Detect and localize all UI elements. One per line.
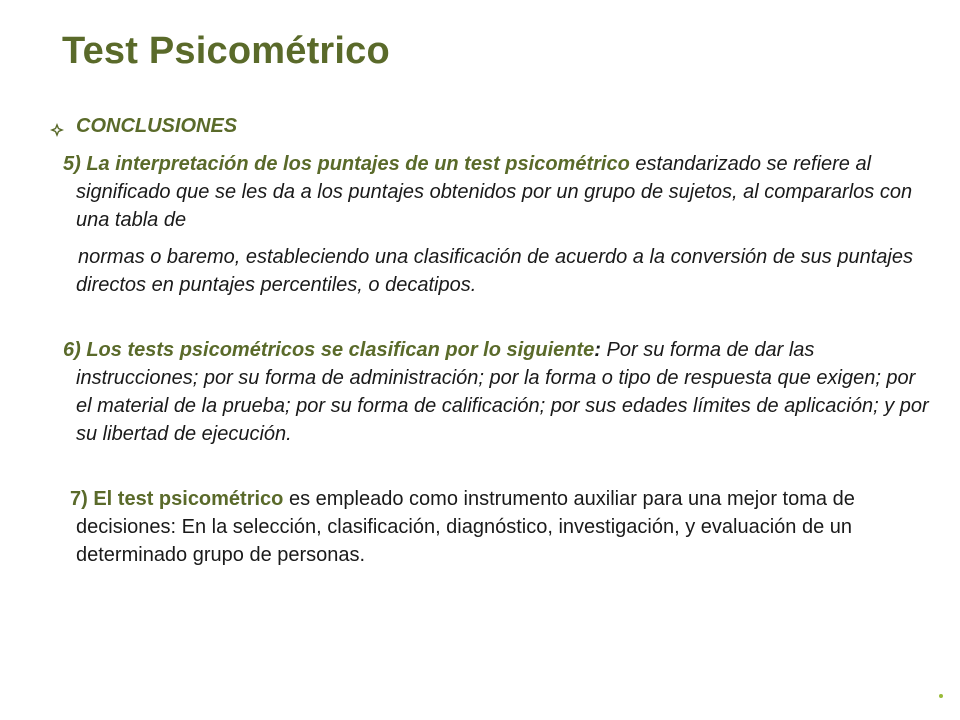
paragraph-5-continuation: normas o baremo, estableciendo una clasificación de acuerdo a la conversión de sus puntajes directos en puntajes percentiles, o decatipos.: [76, 246, 913, 296]
paragraph-5: [63, 150, 936, 234]
diamond-bullet-icon: [50, 120, 64, 134]
paragraph-5-body: estandarizado se refiere al significado que se les da a los puntajes obtenidos por un grupo de sujetos, al compararlos con una tabla de: [76, 153, 913, 231]
section-heading: [50, 115, 237, 138]
paragraph-7: [70, 485, 936, 569]
paragraph-6-lead: 6) Los tests psicométricos se clasifican por lo siguiente: [63, 339, 595, 361]
paragraph-6-colon: :: [594, 339, 601, 361]
paragraph-6-body: Por su forma de dar las instrucciones; por su forma de administración; por la forma o tipo de respuesta que exigen; por el material de la prueba; por su forma de calificación; por sus edades límites de aplicación; y por su libertad de ejecución.: [76, 339, 929, 445]
paragraph-5-lead: 5) La interpretación de los puntajes de un test psicométrico: [63, 153, 630, 175]
corner-dot: [939, 694, 943, 698]
paragraph-6: [63, 336, 936, 448]
paragraph-7-body: es empleado como instrumento auxiliar para una mejor toma de decisiones: En la selección, clasificación, diagnóstico, investigación, y evaluación de un determinado grupo de personas.: [76, 488, 855, 566]
slide-title: Test Psicométrico: [62, 30, 390, 72]
paragraph-7-lead: 7) El test psicométrico: [70, 488, 284, 510]
section-heading-label: CONCLUSIONES: [76, 115, 238, 137]
